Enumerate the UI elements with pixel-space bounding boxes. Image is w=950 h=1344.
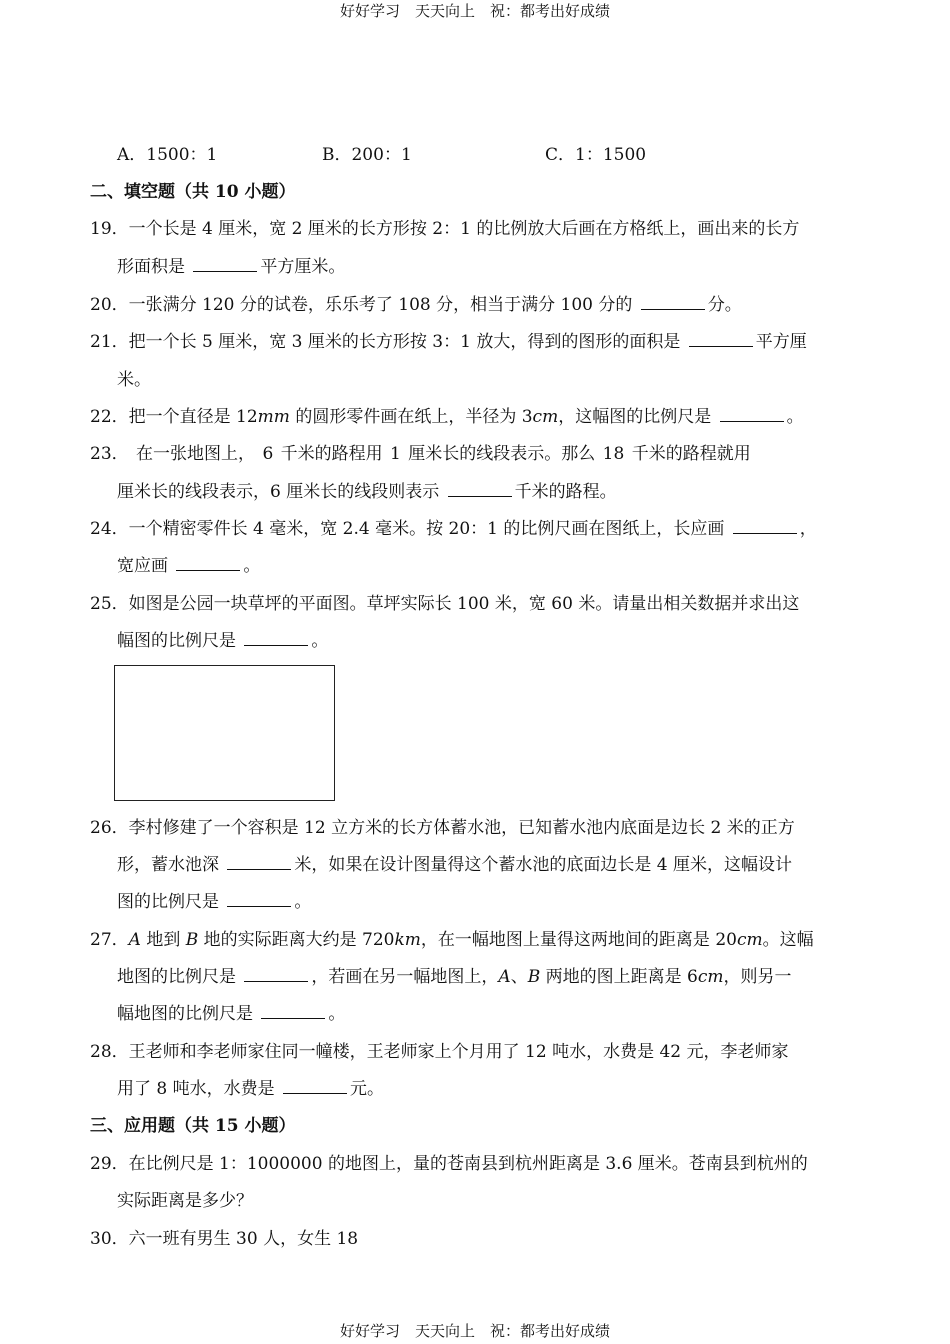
page-header: 好好学习 天天向上 祝：都考出好成绩 bbox=[339, 2, 610, 20]
question-27-text-3: 幅地图的比例尺是 bbox=[117, 1004, 253, 1024]
question-27-line-1 bbox=[90, 929, 814, 951]
page-footer: 好好学习 天天向上 祝：都考出好成绩 bbox=[339, 1322, 610, 1340]
answer-blank bbox=[261, 1003, 325, 1019]
option-a: A．1500：1 bbox=[117, 145, 218, 165]
unit-cm: cm bbox=[736, 930, 763, 950]
question-24-text-end: ， bbox=[799, 519, 817, 539]
question-23-text: 厘米长的线段表示，6 厘米长的线段则表示 bbox=[117, 482, 440, 502]
section-title-fill-in: 二、填空题（共 10 小题） bbox=[90, 182, 296, 202]
option-b: B．200：1 bbox=[322, 145, 412, 165]
question-25-line-2 bbox=[117, 630, 328, 652]
question-27-text-2: ，若画在另一幅地图上， bbox=[311, 967, 499, 987]
question-25-line-1: 25．如图是公园一块草坪的平面图。草坪实际长 100 米，宽 60 米。请量出相关数据并求出这 bbox=[90, 594, 800, 614]
answer-blank bbox=[733, 518, 797, 534]
option-c: C．1：1500 bbox=[545, 145, 647, 165]
question-24-text-2-end: 。 bbox=[243, 556, 261, 576]
question-28-line-2 bbox=[117, 1078, 384, 1100]
question-26-line-2 bbox=[117, 854, 792, 876]
question-20-line-1 bbox=[90, 294, 742, 316]
question-26-text-3-end: 。 bbox=[294, 892, 312, 912]
answer-blank bbox=[176, 555, 240, 571]
question-29-line-2: 实际距离是多少？ bbox=[117, 1191, 253, 1211]
question-27-text-2: 地图的比例尺是 bbox=[117, 967, 236, 987]
question-30-line-1: 30．六一班有男生 30 人，女生 18 bbox=[90, 1229, 359, 1249]
question-24-text-2: 宽应画 bbox=[117, 556, 168, 576]
question-25-text-end: 。 bbox=[311, 631, 329, 651]
answer-blank bbox=[244, 630, 308, 646]
unit-cm: cm bbox=[532, 407, 559, 427]
question-22-text-mid: 的圆形零件画在纸上，半径为 3 bbox=[289, 407, 533, 427]
question-28-line-1: 28．王老师和李老师家住同一幢楼，王老师家上个月用了 12 吨水，水费是 42 元，李老师家 bbox=[90, 1042, 789, 1062]
question-27-line-3 bbox=[117, 1003, 345, 1025]
question-21-line-1 bbox=[90, 331, 807, 353]
point-a: A bbox=[128, 930, 141, 950]
question-27-text: 地的实际距离大约是 720 bbox=[198, 930, 395, 950]
point-b: B bbox=[527, 967, 541, 987]
question-23-text-end: 千米的路程。 bbox=[514, 482, 617, 502]
question-26-text: 形，蓄水池深 bbox=[117, 855, 219, 875]
question-26-line-3 bbox=[117, 891, 311, 913]
question-27-text: 地到 bbox=[140, 930, 186, 950]
answer-blank bbox=[448, 481, 512, 497]
question-22-text: 22．把一个直径是 12 bbox=[90, 407, 258, 427]
question-26-text-mid: 米，如果在设计图量得这个蓄水池的底面边长是 4 厘米，这幅设计 bbox=[294, 855, 793, 875]
question-19-line-2 bbox=[117, 256, 345, 278]
question-21-line-2: 米。 bbox=[117, 370, 151, 390]
question-19-text-end: 平方厘米。 bbox=[260, 257, 346, 277]
question-22-text-tail: ，这幅图的比例尺是 bbox=[558, 407, 712, 427]
answer-blank bbox=[227, 854, 291, 870]
question-23-line-1: 23． 在一张地图上， 6 千米的路程用 1 厘米长的线段表示。那么 18 千米的路程就用 bbox=[90, 444, 751, 464]
question-21-text: 21．把一个长 5 厘米，宽 3 厘米的长方形按 3：1 放大，得到的图形的面积是 bbox=[90, 332, 681, 352]
question-21-text-end: 平方厘 bbox=[755, 332, 807, 352]
question-24-text: 24．一个精密零件长 4 毫米，宽 2.4 毫米。按 20：1 的比例尺画在图纸上，长应画 bbox=[90, 519, 725, 539]
answer-blank bbox=[283, 1078, 347, 1094]
question-27-text: ，在一幅地图上量得这两地间的距离是 20 bbox=[420, 930, 737, 950]
question-22-line-1 bbox=[90, 406, 804, 428]
question-26-line-1: 26．李村修建了一个容积是 12 立方米的长方体蓄水池，已知蓄水池内底面是边长 2 米的正方 bbox=[90, 818, 795, 838]
question-28-text: 用了 8 吨水，水费是 bbox=[117, 1079, 275, 1099]
section-title-application: 三、应用题（共 15 小题） bbox=[90, 1116, 296, 1136]
unit-km: km bbox=[394, 930, 421, 950]
unit-mm: mm bbox=[257, 407, 290, 427]
point-a: A bbox=[498, 967, 511, 987]
question-27-text-2: ，则另一 bbox=[723, 967, 792, 987]
question-27-text-2: 、 bbox=[510, 967, 528, 987]
question-28-text-end: 元。 bbox=[350, 1079, 385, 1099]
question-19-text: 形面积是 bbox=[117, 257, 185, 277]
answer-blank bbox=[689, 331, 753, 347]
answer-blank bbox=[227, 891, 291, 907]
question-26-text-3: 图的比例尺是 bbox=[117, 892, 219, 912]
question-24-line-2 bbox=[117, 555, 260, 577]
question-24-line-1 bbox=[90, 518, 817, 540]
question-22-text-end: 。 bbox=[786, 407, 804, 427]
answer-blank bbox=[193, 256, 257, 272]
question-27-text-3-end: 。 bbox=[328, 1004, 346, 1024]
unit-cm: cm bbox=[697, 967, 724, 987]
question-25-text: 幅图的比例尺是 bbox=[117, 631, 236, 651]
point-b: B bbox=[185, 930, 199, 950]
question-27-text: 。这幅 bbox=[762, 930, 814, 950]
answer-blank bbox=[720, 406, 784, 422]
question-20-text-end: 分。 bbox=[707, 295, 742, 315]
question-29-line-1: 29．在比例尺是 1：1000000 的地图上，量的苍南县到杭州距离是 3.6 厘米。苍南县到杭州的 bbox=[90, 1154, 808, 1174]
answer-blank bbox=[641, 294, 705, 310]
question-19-line-1: 19．一个长是 4 厘米，宽 2 厘米的长方形按 2：1 的比例放大后画在方格纸上，画出来的长方 bbox=[90, 219, 800, 239]
question-27-text-2: 两地的图上距离是 6 bbox=[540, 967, 698, 987]
question-27-number: 27． bbox=[90, 930, 129, 950]
question-27-line-2 bbox=[117, 966, 791, 988]
answer-blank bbox=[244, 966, 308, 982]
lawn-plan-rectangle bbox=[114, 665, 335, 801]
question-20-text: 20．一张满分 120 分的试卷，乐乐考了 108 分，相当于满分 100 分的 bbox=[90, 295, 633, 315]
question-23-line-2 bbox=[117, 481, 617, 503]
